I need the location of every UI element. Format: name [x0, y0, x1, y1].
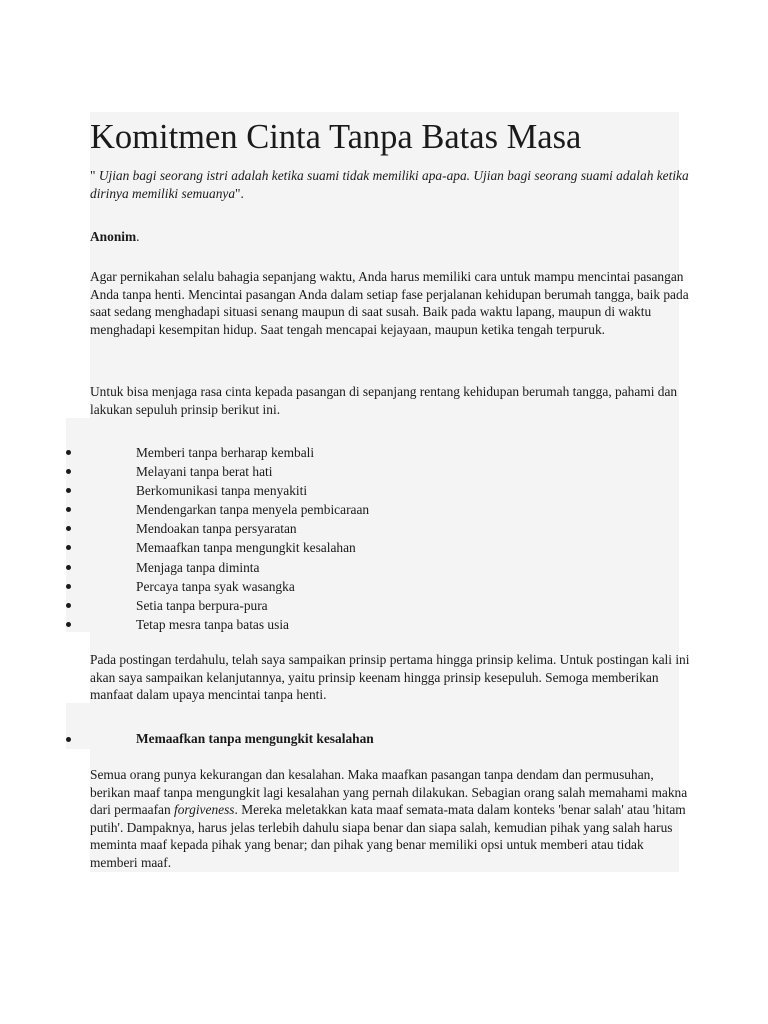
list-item-text: Mendengarkan tanpa menyela pembicaraan [136, 502, 370, 518]
quote-open-mark: " [90, 168, 96, 183]
list-item-text: Berkomunikasi tanpa menyakiti [136, 483, 308, 499]
forgiveness-paragraph [90, 766, 690, 872]
quote-text: Ujian bagi seorang istri adalah ketika suami tidak memiliki apa-apa. Ujian bagi seorang suami adalah ketika dirinya memiliki semuanya [90, 168, 689, 201]
paragraph-text: Semua orang punya kekurangan dan kesalahan. Maka maafkan pasangan tanpa dendam dan permusuhan, berikan maaf tanpa mengungkit lagi kesalahan yang pernah dilakukan. Sebagian orang salah memahami makna dari permaafan [90, 767, 688, 818]
bullet-icon [66, 737, 71, 742]
quote-close-mark: ". [235, 185, 244, 201]
paragraph-text-continued: . Mereka meletakkan kata maaf semata-mata dalam konteks 'benar salah' atau 'hitam putih'. Dampaknya, harus jelas terlebih dahulu siapa benar dan siapa salah, kemudian pihak yang salah harus meminta maaf kepada pihak yang benar; dan pihak yang benar memiliki opsi untuk memberi atau tidak memberi maaf. [90, 802, 686, 870]
list-item [66, 481, 626, 500]
intro-paragraph: Agar pernikahan selalu bahagia sepanjang waktu, Anda harus memiliki cara untuk mampu mencintai pasangan Anda tanpa henti. Mencintai pasangan Anda dalam setiap fase perjalanan kehidupan berumah tangga, baik pada saat sedang menghadapi situasi senang maupun di saat susah. Baik pada waktu lapang, maupun di waktu menghadapi kesempitan hidup. Saat tengah mencapai kejayaan, maupun ketika tengah terpuruk. [90, 269, 689, 337]
list-item [66, 577, 626, 596]
list-item [66, 558, 626, 577]
list-item-text: Mendoakan tanpa persyaratan [136, 521, 297, 537]
page-title: Komitmen Cinta Tanpa Batas Masa [90, 118, 582, 156]
author-suffix: . [136, 229, 140, 244]
list-item [66, 538, 626, 557]
list-item-text: Tetap mesra tanpa batas usia [136, 616, 289, 632]
bullet-icon [66, 545, 71, 550]
bullet-icon [66, 622, 71, 627]
list-item-text: Setia tanpa berpura-pura [136, 597, 268, 613]
bullet-icon [66, 526, 71, 531]
continuation-paragraph: Pada postingan terdahulu, telah saya sampaikan prinsip pertama hingga prinsip kelima. Untuk postingan kali ini akan saya sampaikan kelanjutannya, yaitu prinsip keenam hingga prinsip kesepuluh. Semoga memberikan manfaat dalam upaya mencintai tanpa henti. [90, 652, 690, 703]
principles-list [66, 443, 626, 634]
bullet-icon [66, 469, 71, 474]
bullet-icon [66, 584, 71, 589]
list-item [66, 519, 626, 538]
list-item [66, 462, 626, 481]
bullet-icon [66, 603, 71, 608]
list-item-text: Menjaga tanpa diminta [136, 559, 260, 575]
author-name: Anonim [90, 229, 137, 244]
emphasis-term: forgiveness [174, 802, 235, 818]
list-item-text: Memberi tanpa berharap kembali [136, 445, 315, 460]
bullet-icon [66, 565, 71, 570]
quote-author [90, 228, 140, 246]
bullet-icon [66, 507, 71, 512]
bullet-icon [66, 450, 71, 455]
bullet-icon [66, 488, 71, 493]
list-item-text: Percaya tanpa syak wasangka [136, 578, 295, 594]
list-item-text: Memaafkan tanpa mengungkit kesalahan [136, 540, 356, 556]
section-heading-text: Memaafkan tanpa mengungkit kesalahan [136, 731, 374, 746]
list-item [66, 615, 626, 634]
list-item [66, 500, 626, 519]
principles-intro-paragraph: Untuk bisa menjaga rasa cinta kepada pasangan di sepanjang rentang kehidupan berumah tangga, pahami dan lakukan sepuluh prinsip berikut ini. [90, 384, 678, 417]
list-item [66, 596, 626, 615]
opening-quote [90, 167, 690, 202]
list-item-text: Melayani tanpa berat hati [136, 464, 273, 480]
list-item [66, 443, 626, 462]
section-heading [66, 729, 626, 749]
